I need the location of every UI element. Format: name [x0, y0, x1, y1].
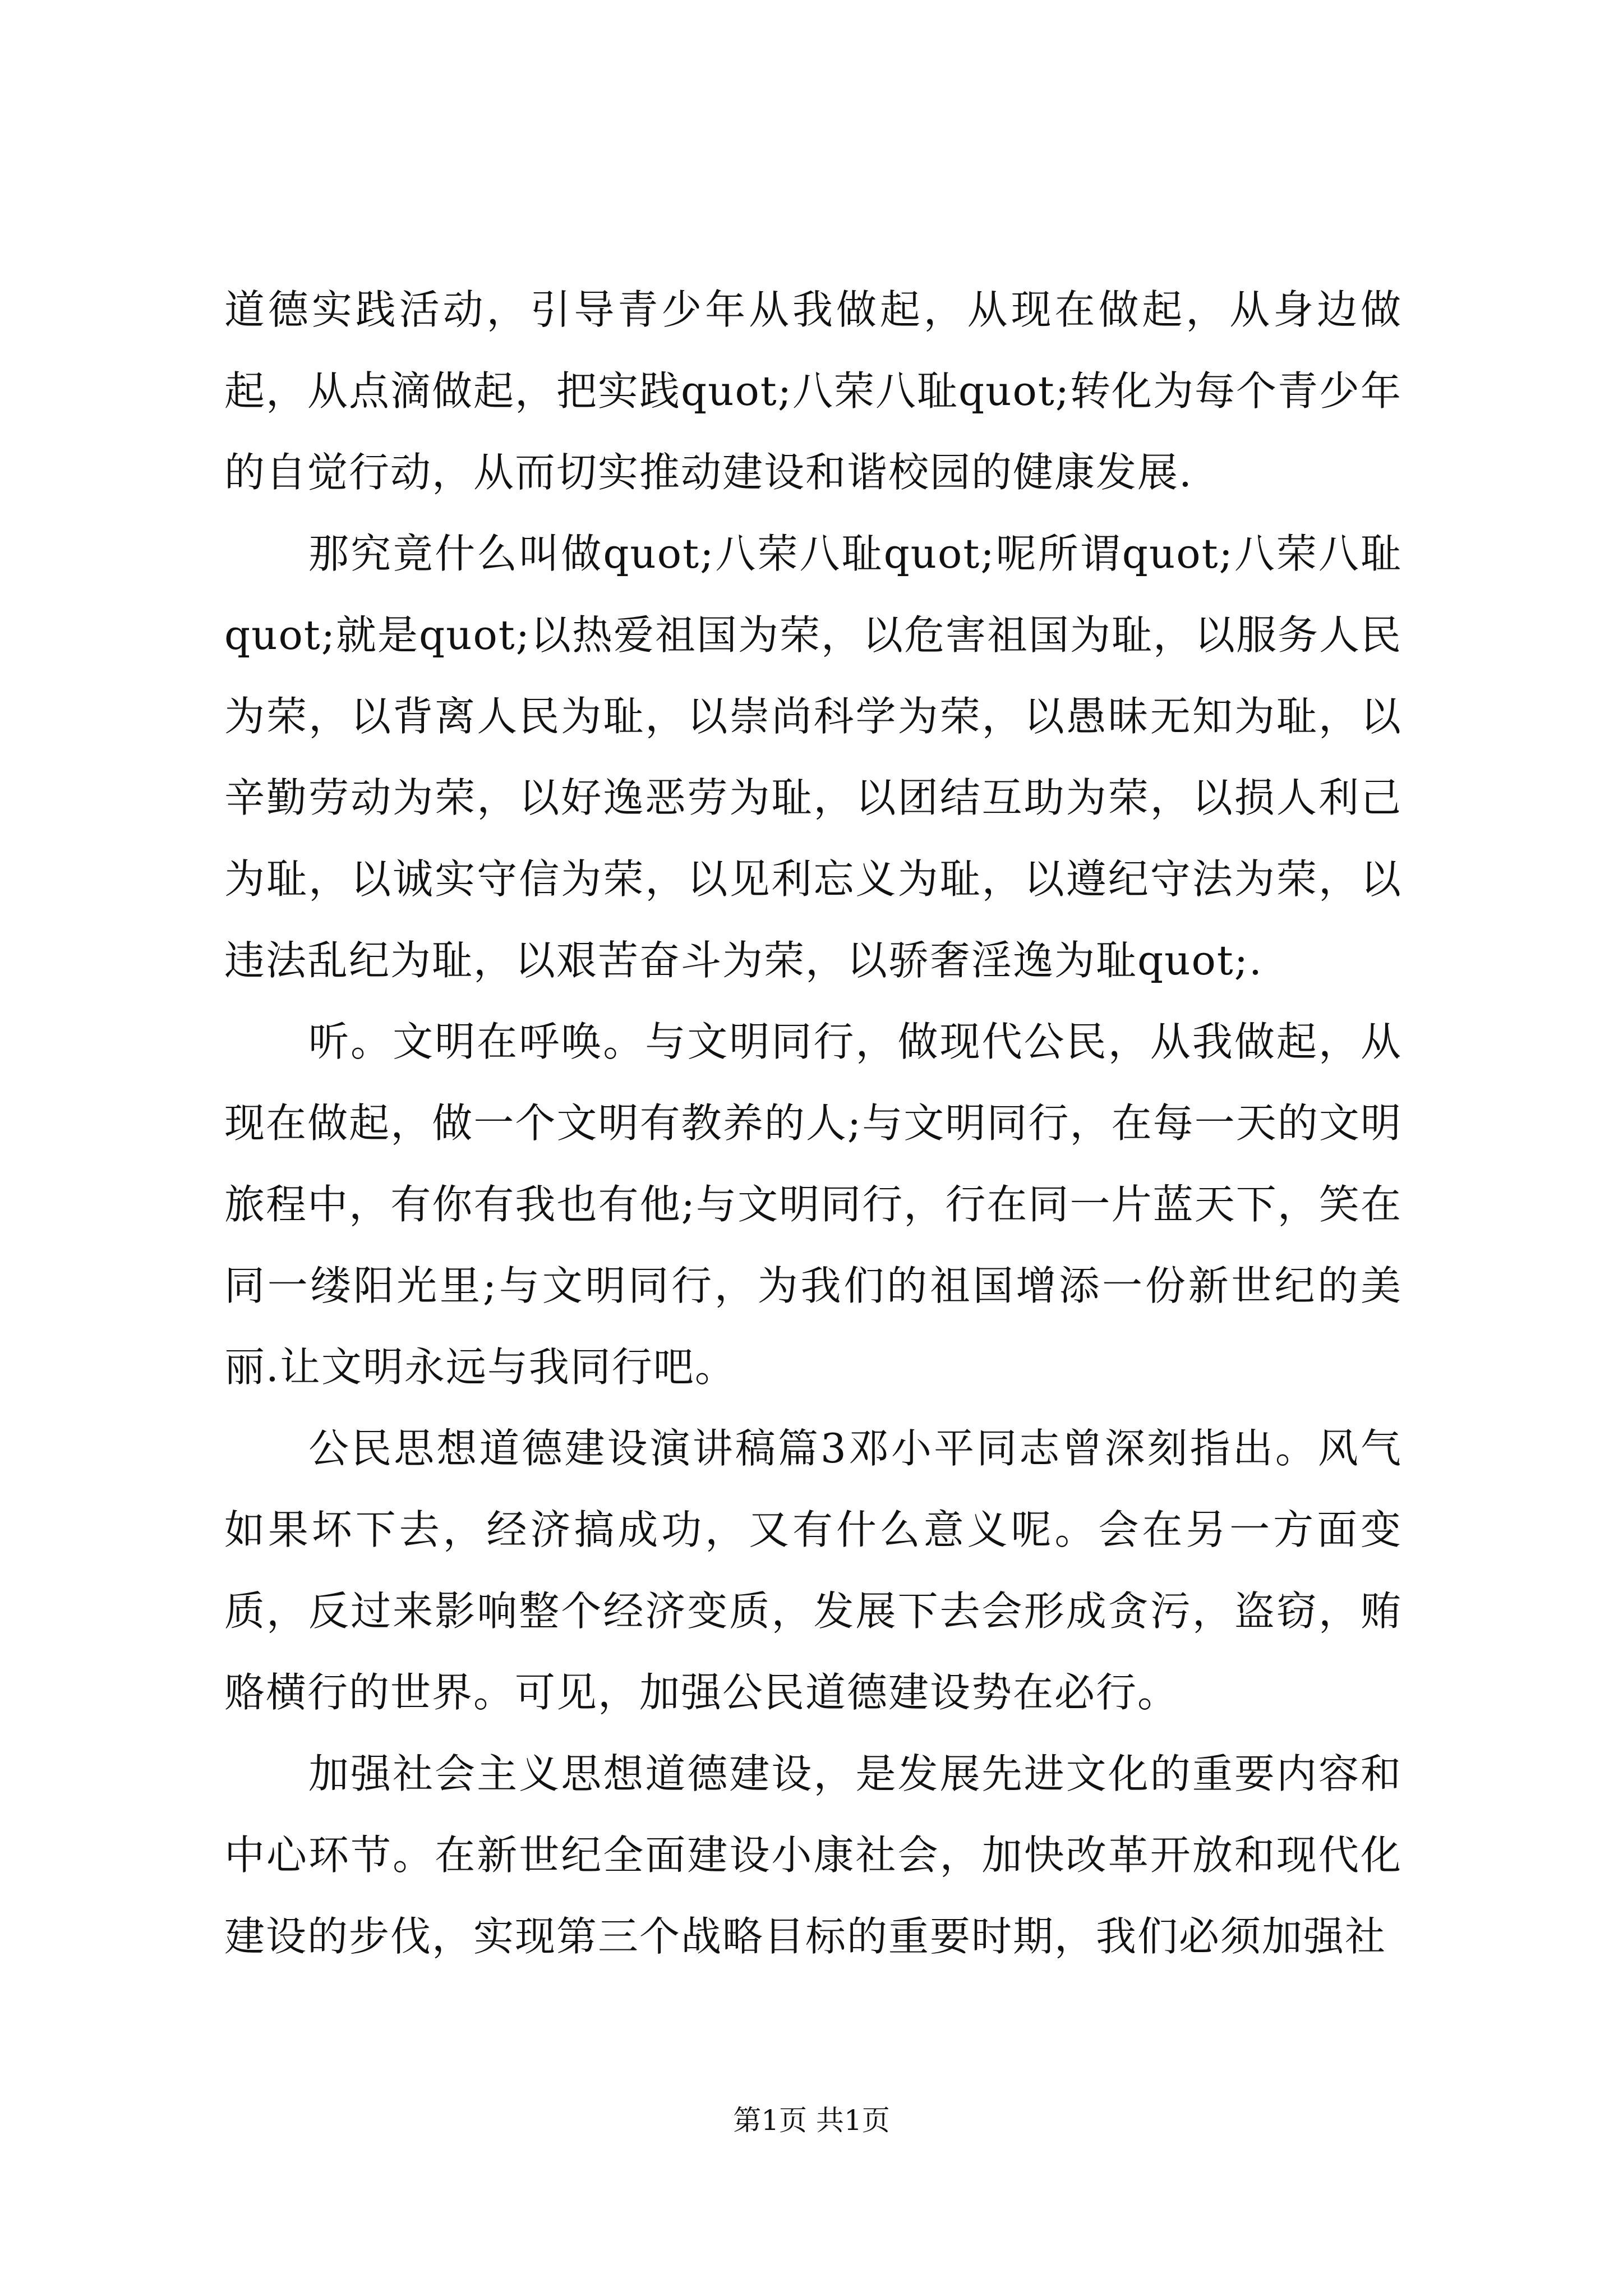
page-footer: 第1页 共1页	[733, 2104, 890, 2137]
paragraph-4: 公民思想道德建设演讲稿篇3邓小平同志曾深刻指出。风气如果坏下去，经济搞成功，又有什么意义呢。会在另一方面变质，反过来影响整个经济变质，发展下去会形成贪污，盗窃，贿赂横行的世界。可见，加强公民道德建设势在必行。	[224, 1425, 1402, 1716]
paragraph-3: 听。文明在呼唤。与文明同行，做现代公民，从我做起，从现在做起，做一个文明有教养的人;与文明同行，在每一天的文明旅程中，有你有我也有他;与文明同行，行在同一片蓝天下，笑在同一缕阳光里;与文明同行，为我们的祖国增添一份新世纪的美丽.让文明永远与我同行吧。	[224, 1018, 1402, 1391]
paragraph-1: 道德实践活动，引导青少年从我做起，从现在做起，从身边做起，从点滴做起，把实践quot;八荣八耻quot;转化为每个青少年的自觉行动，从而切实推动建设和谐校园的健康发展.	[224, 286, 1403, 496]
paragraph-5: 加强社会主义思想道德建设，是发展先进文化的重要内容和中心环节。在新世纪全面建设小康社会，加快改革开放和现代化建设的步伐，实现第三个战略目标的重要时期，我们必须加强社	[224, 1750, 1402, 1960]
document-body	[224, 269, 1402, 1977]
paragraph-2: 那究竟什么叫做quot;八荣八耻quot;呢所谓quot;八荣八耻quot;就是quot;以热爱祖国为荣，以危害祖国为耻，以服务人民为荣，以背离人民为耻，以崇尚科学为荣，以愚昧无知为耻，以辛勤劳动为荣，以好逸恶劳为耻，以团结互助为荣，以损人利己为耻，以诚实守信为荣，以见利忘义为耻，以遵纪守法为荣，以违法乱纪为耻，以艰苦奋斗为荣，以骄奢淫逸为耻quot;.	[224, 530, 1403, 984]
